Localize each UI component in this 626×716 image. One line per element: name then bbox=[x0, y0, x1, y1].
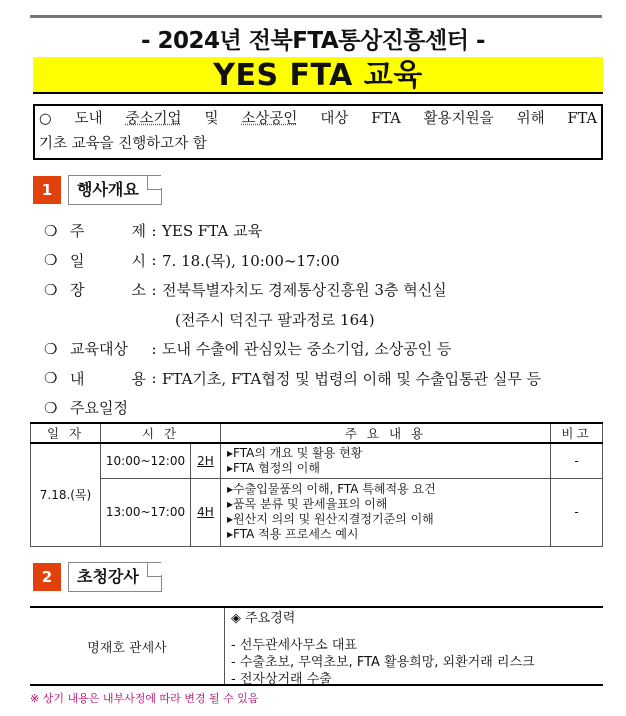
schedule-header-row bbox=[31, 423, 603, 443]
circle-bullet-icon: ❍ bbox=[44, 339, 58, 358]
intro-word: 활용지원을 bbox=[423, 111, 494, 127]
header-note: 비고 bbox=[551, 423, 603, 443]
overview-item-place bbox=[44, 275, 614, 305]
circle-bullet-icon: ❍ bbox=[44, 398, 58, 417]
intro-word: 위해 bbox=[516, 111, 545, 127]
career-line: - 전자상거래 수출 bbox=[231, 672, 332, 687]
item-label: 주요일정 bbox=[70, 399, 128, 418]
page-subtitle: - 2024년 전북FTA통상진흥센터 - bbox=[140, 28, 485, 54]
career-heading: ◈ 주요경력 bbox=[231, 611, 296, 626]
item-value: 7. 18.(목), 10:00~17:00 bbox=[162, 251, 340, 270]
label-separator: : bbox=[151, 339, 157, 358]
lecturer-table bbox=[30, 606, 603, 686]
circle-bullet-icon: ❍ bbox=[44, 221, 58, 240]
table-row bbox=[31, 443, 603, 478]
item-value: 도내 수출에 관심있는 중소기업, 소상공인 등 bbox=[162, 340, 452, 359]
label-separator: : bbox=[151, 369, 157, 388]
intro-box bbox=[33, 104, 603, 160]
item-value: 전북특별자치도 경제통상진흥원 3층 혁신실 bbox=[162, 281, 447, 300]
overview-item-schedule bbox=[44, 393, 614, 423]
label-separator: : bbox=[151, 280, 157, 299]
intro-word: 중소기업 bbox=[125, 111, 182, 127]
section-heading-lecturer bbox=[33, 562, 161, 592]
content-line: ▸FTA의 개요 및 활용 현황 bbox=[227, 445, 363, 460]
intro-word: 소상공인 bbox=[241, 111, 298, 127]
intro-word: 및 bbox=[204, 111, 219, 127]
header-time: 시 간 bbox=[101, 423, 221, 443]
section-heading-overview bbox=[33, 175, 161, 205]
intro-line-2: 기초 교육을 진행하고자 함 bbox=[39, 136, 207, 152]
intro-word: 도내 bbox=[74, 111, 103, 127]
content-line: ▸품목 분류 및 관세율표의 이해 bbox=[227, 497, 388, 511]
header-date: 일 자 bbox=[31, 423, 101, 443]
overview-item-topic bbox=[44, 216, 614, 246]
section-number-badge: 2 bbox=[33, 563, 61, 591]
page-title: YES FTA 교육 bbox=[213, 58, 423, 93]
overview-item-datetime bbox=[44, 246, 614, 276]
lecturer-name: 명재호 관세사 bbox=[30, 608, 225, 684]
item-value: FTA기초, FTA협정 및 법령의 이해 및 수출입통관 실무 등 bbox=[162, 369, 542, 388]
header-content: 주 요 내 용 bbox=[221, 423, 551, 443]
schedule-date: 7.18.(목) bbox=[31, 443, 101, 546]
content-line: ▸FTA 적용 프로세스 예시 bbox=[227, 527, 359, 541]
schedule-table bbox=[30, 422, 603, 547]
item-label: 내 용 bbox=[70, 369, 146, 388]
title-highlight bbox=[33, 57, 603, 94]
schedule-contents bbox=[221, 443, 551, 478]
content-line: ▸원산지 의의 및 원산지결정기준의 이해 bbox=[227, 512, 434, 526]
circle-bullet-icon: ❍ bbox=[44, 369, 58, 388]
schedule-duration: 4H bbox=[191, 478, 221, 546]
career-line: - 선두관세사무소 대표 bbox=[231, 638, 357, 653]
schedule-contents bbox=[221, 478, 551, 546]
top-rule bbox=[30, 15, 602, 18]
intro-word: FTA bbox=[567, 111, 597, 127]
label-separator: : bbox=[151, 221, 157, 240]
section-number-badge: 1 bbox=[33, 176, 61, 204]
overview-place-detail: (전주시 덕진구 팔과정로 164) bbox=[175, 310, 375, 329]
intro-word: ○ bbox=[39, 111, 52, 127]
overview-list bbox=[44, 216, 614, 423]
lecturer-career bbox=[225, 608, 603, 687]
intro-word: 대상 bbox=[320, 111, 349, 127]
overview-item-target bbox=[44, 334, 614, 364]
item-value: YES FTA 교육 bbox=[162, 222, 263, 241]
schedule-time: 10:00~12:00 bbox=[101, 443, 191, 478]
item-label: 장 소 bbox=[70, 281, 146, 300]
schedule-note: - bbox=[551, 478, 603, 546]
circle-bullet-icon: ❍ bbox=[44, 280, 58, 299]
section-title: 행사개요 bbox=[68, 175, 161, 205]
overview-item-content bbox=[44, 364, 614, 394]
intro-word: FTA bbox=[371, 111, 401, 127]
item-label: 일 시 bbox=[70, 251, 146, 270]
label-separator: : bbox=[151, 251, 157, 270]
career-line: - 수출초보, 무역초보, FTA 활용희망, 외환거래 리스크 bbox=[231, 655, 535, 670]
content-line: ▸FTA 협정의 이해 bbox=[227, 460, 320, 475]
table-row bbox=[31, 478, 603, 546]
schedule-time: 13:00~17:00 bbox=[101, 478, 191, 546]
schedule-note: - bbox=[551, 443, 603, 478]
intro-line-1 bbox=[39, 107, 597, 132]
item-label: 교육대상 bbox=[70, 340, 128, 359]
section-title: 초청강사 bbox=[68, 562, 161, 592]
footnote: ※ 상기 내용은 내부사정에 따라 변경 될 수 있음 bbox=[30, 692, 259, 705]
content-line: ▸수출입물품의 이해, FTA 특혜적용 요건 bbox=[227, 482, 436, 496]
item-label: 주 제 bbox=[70, 222, 146, 241]
schedule-duration: 2H bbox=[191, 443, 221, 478]
circle-bullet-icon: ❍ bbox=[44, 251, 58, 270]
